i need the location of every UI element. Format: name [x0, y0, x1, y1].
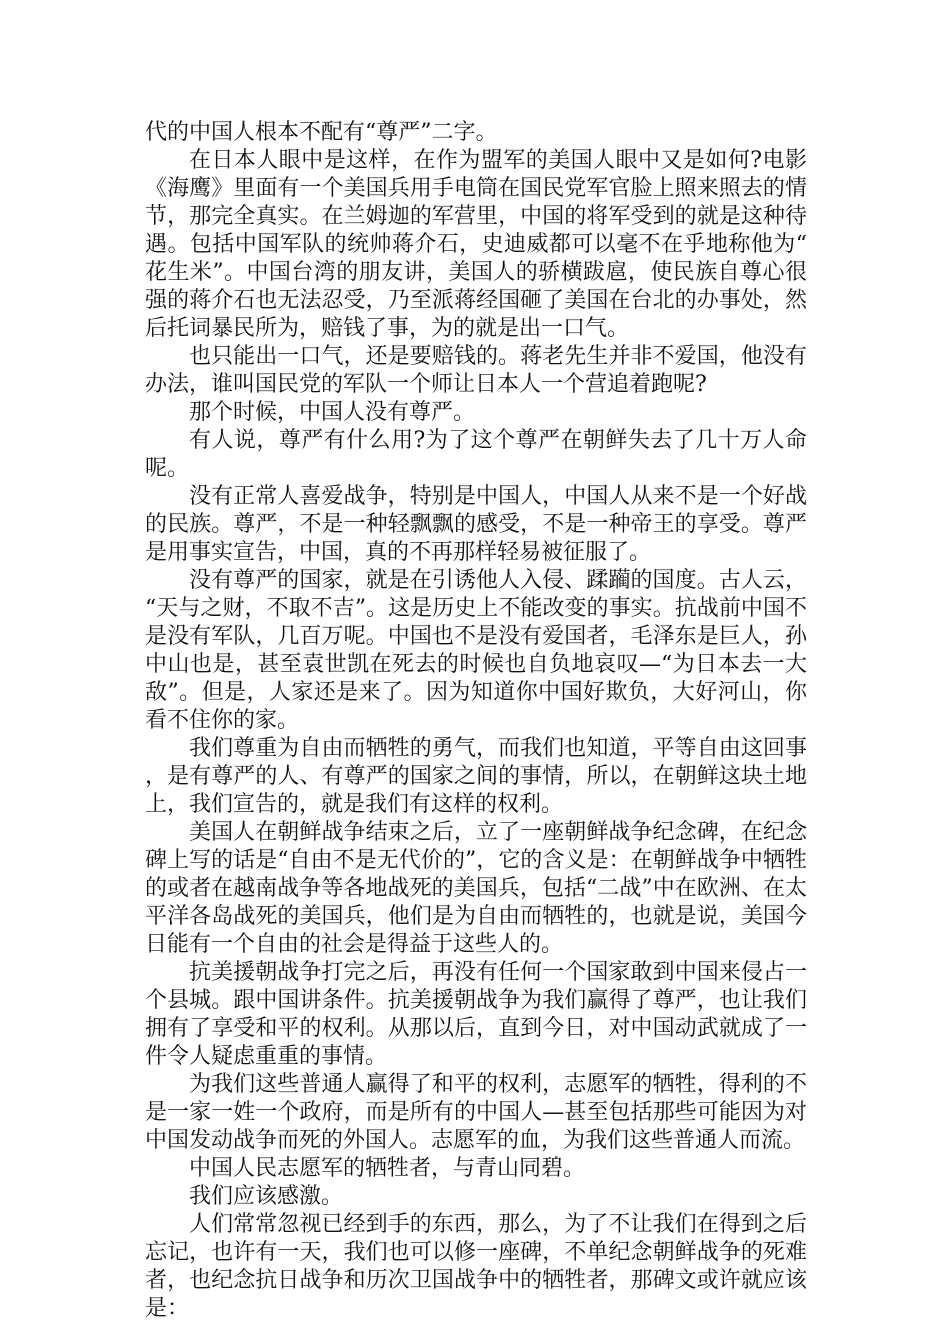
paragraph-3: 也只能出一口气，还是要赔钱的。蒋老先生并非不爱国，他没有办法，谁叫国民党的军队一个师让日本人一个营追着跑呢? — [145, 344, 807, 397]
paragraph-5: 有人说，尊严有什么用?为了这个尊严在朝鲜失去了几十万人命呢。 — [145, 428, 807, 481]
paragraph-7: 没有尊严的国家，就是在引诱他人入侵、蹂躏的国度。古人云，“天与之财，不取不吉”。这是历史上不能改变的事实。抗战前中国不是没有军队，几百万呢。中国也不是没有爱国者，毛泽东是巨人，孙中山也是，甚至袁世凯在死去的时候也自负地哀叹—“为日本去一大敌”。但是，人家还是来了。因为知道你中国好欺负，大好河山，你看不住你的家。 — [145, 568, 807, 733]
paragraph-13: 我们应该感激。 — [189, 1184, 344, 1209]
paragraph-10: 抗美援朝战争打完之后，再没有任何一个国家敢到中国来侵占一个县城。跟中国讲条件。抗美援朝战争为我们赢得了尊严，也让我们拥有了享受和平的权利。从那以后，直到今日，对中国动武就成了一件令人疑虑重重的事情。 — [145, 960, 807, 1069]
paragraph-12: 中国人民志愿军的牺牲者，与青山同碧。 — [189, 1156, 586, 1181]
paragraph-6: 没有正常人喜爱战争，特别是中国人，中国人从来不是一个好战的民族。尊严，不是一种轻飘飘的感受，不是一种帝王的享受。尊严是用事实宣告，中国，真的不再那样轻易被征服了。 — [145, 484, 807, 565]
document-page — [145, 119, 807, 1323]
paragraph-2: 在日本人眼中是这样，在作为盟军的美国人眼中又是如何?电影《海鹰》里面有一个美国兵用手电筒在国民党军官脸上照来照去的情节，那完全真实。在兰姆迦的军营里，中国的将军受到的就是这种待遇。包括中国军队的统帅蒋介石，史迪威都可以毫不在乎地称他为“花生米”。中国台湾的朋友讲，美国人的骄横跋扈，使民族自尊心很强的蒋介石也无法忍受，乃至派蒋经国砸了美国在台北的办事处，然后托词暴民所为，赔钱了事，为的就是出一口气。 — [145, 148, 807, 341]
paragraph-4: 那个时候，中国人没有尊严。 — [189, 400, 476, 425]
paragraph-9: 美国人在朝鲜战争结束之后，立了一座朝鲜战争纪念碑，在纪念碑上写的话是“自由不是无代价的”，它的含义是：在朝鲜战争中牺牲的或者在越南战争等各地战死的美国兵，包括“二战”中在欧洲、在太平洋各岛战死的美国兵，他们是为自由而牺牲的，也就是说，美国今日能有一个自由的社会是得益于这些人的。 — [145, 820, 807, 957]
paragraph-14: 人们常常忽视已经到手的东西，那么，为了不让我们在得到之后忘记，也许有一天，我们也可以修一座碑，不单纪念朝鲜战争的死难者，也纪念抗日战争和历次卫国战争中的牺牲者，那碑文或许就应该是： — [145, 1212, 807, 1321]
paragraph-8: 我们尊重为自由而牺牲的勇气，而我们也知道，平等自由这回事，是有尊严的人、有尊严的国家之间的事情，所以，在朝鲜这块土地上，我们宣告的，就是我们有这样的权利。 — [145, 736, 807, 817]
paragraph-11: 为我们这些普通人赢得了和平的权利，志愿军的牺牲，得利的不是一家一姓一个政府，而是所有的中国人—甚至包括那些可能因为对中国发动战争而死的外国人。志愿军的血，为我们这些普通人而流。 — [145, 1072, 807, 1153]
paragraph-1: 代的中国人根本不配有“尊严”二字。 — [145, 120, 498, 145]
